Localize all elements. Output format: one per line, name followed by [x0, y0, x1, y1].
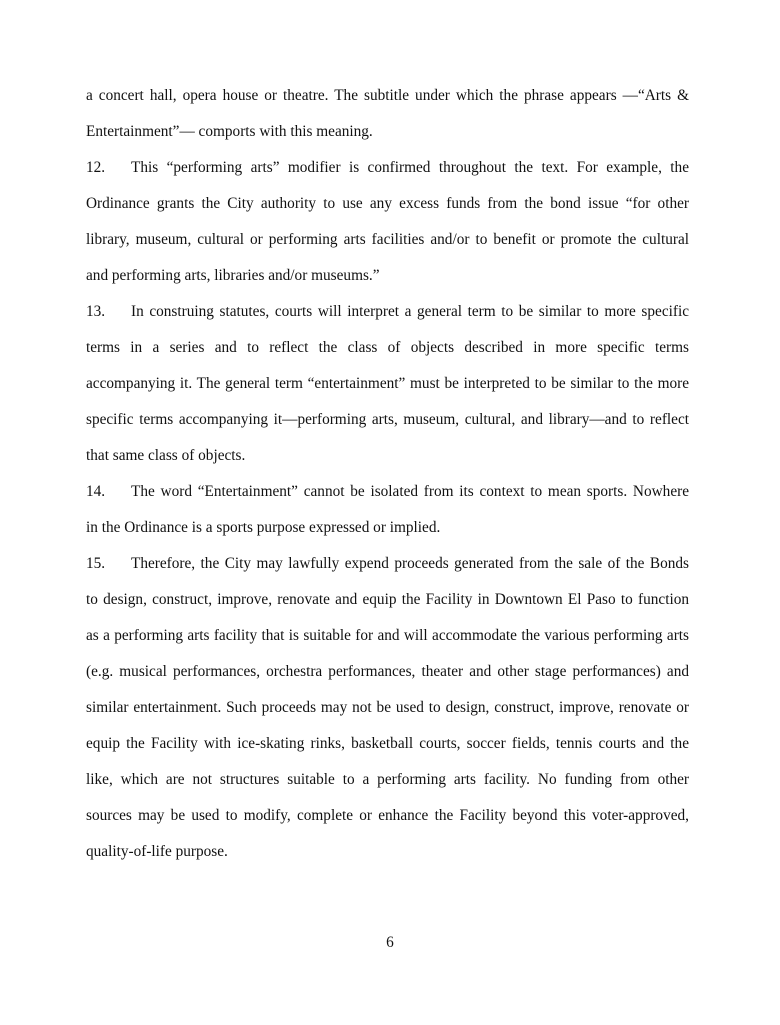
paragraph-continuation-line-1: a concert hall, opera house or theatre. The subtitle under which the phrase appears —“Arts & [86, 87, 689, 104]
paragraph-15-line-8: sources may be used to modify, complete or enhance the Facility beyond this voter-approved, [86, 807, 689, 824]
paragraph-15-line-4: (e.g. musical performances, orchestra performances, theater and other stage performances) and [86, 663, 689, 680]
paragraph-number: 14. [86, 483, 106, 500]
paragraph-12-line-2: Ordinance grants the City authority to use any excess funds from the bond issue “for other [86, 195, 689, 212]
paragraph-number: 12. [86, 159, 106, 176]
paragraph-13-line-1: 13. In construing statutes, courts will interpret a general term to be similar to more specific [86, 303, 689, 320]
paragraph-14-line-1: 14. The word “Entertainment” cannot be isolated from its context to mean sports. Nowhere [86, 483, 689, 500]
paragraph-continuation-line-2: Entertainment”— comports with this meaning. [86, 123, 373, 140]
paragraph-15-line-3: as a performing arts facility that is suitable for and will accommodate the various performing arts [86, 627, 689, 644]
paragraph-12-line-1: 12. This “performing arts” modifier is confirmed throughout the text. For example, the [86, 159, 689, 176]
paragraph-12-line-4: and performing arts, libraries and/or museums.” [86, 267, 380, 284]
paragraph-13-line-2: terms in a series and to reflect the class of objects described in more specific terms [86, 339, 689, 356]
paragraph-15-line-5: similar entertainment. Such proceeds may not be used to design, construct, improve, renovate or [86, 699, 689, 716]
page-number: 6 [386, 934, 394, 951]
paragraph-15-line-1: 15. Therefore, the City may lawfully expend proceeds generated from the sale of the Bonds [86, 555, 689, 572]
paragraph-13-line-4: specific terms accompanying it—performing arts, museum, cultural, and library—and to reflect [86, 411, 689, 428]
paragraph-13-line-3: accompanying it. The general term “entertainment” must be interpreted to be similar to the more [86, 375, 689, 392]
paragraph-14-line-2: in the Ordinance is a sports purpose expressed or implied. [86, 519, 441, 536]
paragraph-13-line-5: that same class of objects. [86, 447, 246, 464]
paragraph-15-line-9: quality-of-life purpose. [86, 843, 228, 860]
paragraph-number: 15. [86, 555, 106, 572]
paragraph-12-line-3: library, museum, cultural or performing arts facilities and/or to benefit or promote the cultural [86, 231, 689, 248]
paragraph-15-line-7: like, which are not structures suitable to a performing arts facility. No funding from other [86, 771, 689, 788]
paragraph-15-line-2: to design, construct, improve, renovate and equip the Facility in Downtown El Paso to function [86, 591, 689, 608]
paragraph-number: 13. [86, 303, 106, 320]
paragraph-15-line-6: equip the Facility with ice-skating rinks, basketball courts, soccer fields, tennis courts and the [86, 735, 689, 752]
